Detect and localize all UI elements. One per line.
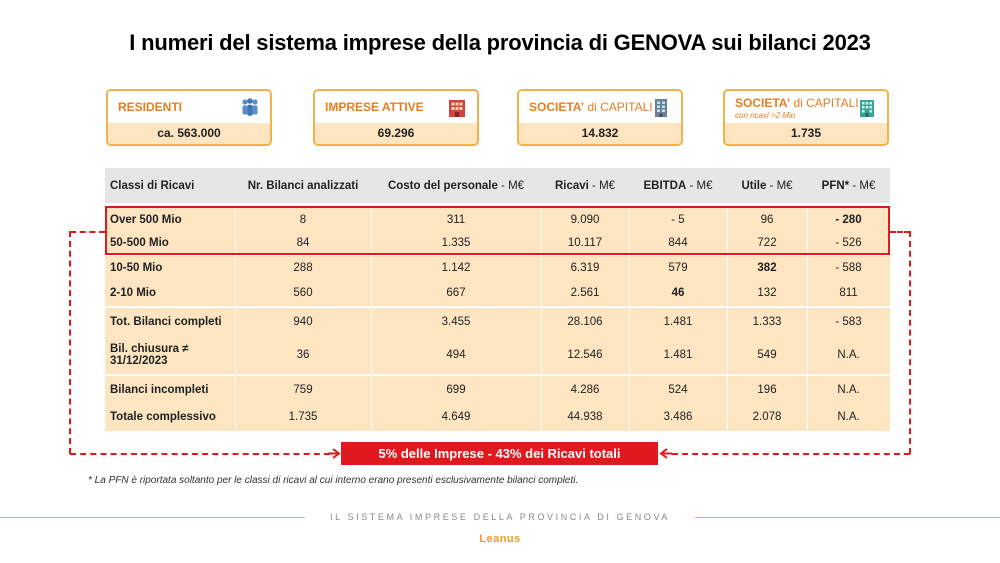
column-separator xyxy=(541,280,542,306)
header-cell: PFN* - M€ xyxy=(821,179,876,192)
table-cell: 288 xyxy=(293,262,313,274)
table-cell: 844 xyxy=(668,236,688,249)
column-separator xyxy=(235,336,236,374)
kpi-card-societa-capitali xyxy=(517,89,683,146)
table-cell: 96 xyxy=(760,213,774,226)
column-separator xyxy=(629,376,630,403)
column-separator xyxy=(235,376,236,403)
highlight-box xyxy=(105,206,890,255)
column-separator xyxy=(371,376,372,403)
row-label: 10-50 Mio xyxy=(110,262,163,274)
table-cell: - 526 xyxy=(835,236,862,249)
column-separator xyxy=(807,256,808,280)
kpi-value: 14.832 xyxy=(517,123,683,146)
dashed-connector-right-bottom xyxy=(672,453,910,455)
table-cell: 3.486 xyxy=(663,411,693,423)
footer-text: IL SISTEMA IMPRESE DELLA PROVINCIA DI GENOVA xyxy=(330,512,670,522)
column-separator xyxy=(371,280,372,306)
column-separator xyxy=(371,403,372,431)
row-label: Totale complessivo xyxy=(110,411,216,423)
table-row xyxy=(105,280,890,306)
people-icon xyxy=(240,97,260,119)
column-separator xyxy=(235,308,236,336)
header-cell: Ricavi - M€ xyxy=(554,179,616,192)
table-cell: 1.481 xyxy=(663,349,693,361)
column-separator xyxy=(807,336,808,374)
row-label: Bil. chiusura ≠ 31/12/2023 xyxy=(110,343,189,367)
table-cell: 46 xyxy=(671,287,685,299)
table-row xyxy=(105,256,890,280)
table-cell: 10.117 xyxy=(567,236,603,249)
column-separator xyxy=(541,308,542,336)
column-separator xyxy=(235,280,236,306)
table-header xyxy=(105,168,890,203)
header-cell: Classi di Ricavi xyxy=(110,179,195,192)
header-cell: EBITDA - M€ xyxy=(643,179,713,192)
table-row xyxy=(105,376,890,403)
table-cell: 1.333 xyxy=(752,316,782,328)
column-separator xyxy=(629,280,630,306)
row-label: Over 500 Mio xyxy=(110,213,182,226)
table-cell: 524 xyxy=(668,383,688,396)
kpi-value: 1.735 xyxy=(723,123,889,146)
table-cell: 699 xyxy=(446,383,466,396)
column-separator xyxy=(727,280,728,306)
header-cell: Nr. Bilanci analizzati xyxy=(247,179,359,192)
table-cell: 1.142 xyxy=(441,262,471,274)
header-cell: Costo del personale - M€ xyxy=(387,179,525,192)
table-cell: - 280 xyxy=(835,213,862,226)
highlight-banner: 5% delle Imprese - 43% dei Ricavi totali xyxy=(341,442,658,465)
kpi-sublabel: con ricavi >2 Mio xyxy=(735,111,796,120)
dashed-connector-right-top xyxy=(890,231,910,233)
dashed-connector-left-top xyxy=(70,231,105,233)
table-cell: - 583 xyxy=(835,316,862,328)
table-cell: 1.481 xyxy=(663,316,693,328)
table-cell: 311 xyxy=(446,213,466,226)
column-separator xyxy=(727,336,728,374)
building-icon xyxy=(651,97,671,119)
table-cell: N.A. xyxy=(837,383,860,396)
kpi-label: IMPRESE ATTIVE xyxy=(325,100,424,114)
column-separator xyxy=(727,403,728,431)
table-cell: 196 xyxy=(757,383,777,396)
table-cell: N.A. xyxy=(837,349,860,361)
row-label: 2-10 Mio xyxy=(110,287,157,299)
column-separator xyxy=(371,256,372,280)
brand-logo: Leanus xyxy=(479,533,521,545)
table-cell: 36 xyxy=(296,349,310,361)
table-cell: 759 xyxy=(293,383,313,396)
table-cell: 1.335 xyxy=(441,236,471,249)
table-cell: N.A. xyxy=(837,411,860,423)
column-separator xyxy=(235,256,236,280)
table-cell: 811 xyxy=(839,287,858,299)
arrow-left-icon xyxy=(659,447,672,460)
kpi-label: SOCIETA’ di CAPITALI xyxy=(529,100,653,114)
row-label: 50-500 Mio xyxy=(110,236,169,249)
column-separator xyxy=(807,403,808,431)
footnote: * La PFN è riportata soltanto per le classi di ricavi al cui interno erano presenti esclusivamente bilanci completi. xyxy=(88,475,579,486)
kpi-label: SOCIETA’ di CAPITALI xyxy=(735,96,859,110)
kpi-card-residenti xyxy=(106,89,272,146)
column-separator xyxy=(371,308,372,336)
table-cell: 2.561 xyxy=(570,287,600,299)
column-separator xyxy=(629,256,630,280)
column-separator xyxy=(235,403,236,431)
table-cell: 4.649 xyxy=(441,411,471,423)
table-cell: 8 xyxy=(299,213,307,226)
table-cell: 3.455 xyxy=(441,316,471,328)
column-separator xyxy=(727,308,728,336)
table-cell: - 5 xyxy=(671,213,685,226)
column-separator xyxy=(727,256,728,280)
column-separator xyxy=(807,280,808,306)
kpi-card-societa-capitali-2mio xyxy=(723,89,889,146)
table-cell: 560 xyxy=(293,287,313,299)
dashed-connector-right xyxy=(909,231,911,454)
column-separator xyxy=(629,336,630,374)
column-separator xyxy=(541,336,542,374)
table-cell: 28.106 xyxy=(567,316,603,328)
column-separator xyxy=(727,376,728,403)
column-separator xyxy=(541,376,542,403)
office-building-icon xyxy=(857,97,877,119)
column-separator xyxy=(629,308,630,336)
table-cell: 382 xyxy=(757,262,777,274)
dashed-connector-left-bottom xyxy=(70,453,330,455)
kpi-value: ca. 563.000 xyxy=(106,123,272,146)
table-cell: 4.286 xyxy=(570,383,600,396)
factory-icon xyxy=(447,97,467,119)
arrow-right-icon xyxy=(328,447,341,460)
table-cell: 12.546 xyxy=(567,349,603,361)
column-separator xyxy=(541,403,542,431)
table-cell: - 588 xyxy=(835,262,862,274)
table-cell: 6.319 xyxy=(570,262,600,274)
table-cell: 1.735 xyxy=(288,411,318,423)
table-cell: 722 xyxy=(757,236,777,249)
table-cell: 9.090 xyxy=(570,213,600,226)
table-cell: 549 xyxy=(757,349,777,361)
table-cell: 667 xyxy=(446,287,466,299)
table-cell: 44.938 xyxy=(567,411,603,423)
kpi-card-imprese-attive xyxy=(313,89,479,146)
column-separator xyxy=(371,336,372,374)
table-cell: 494 xyxy=(446,349,466,361)
kpi-value: 69.296 xyxy=(313,123,479,146)
column-separator xyxy=(807,308,808,336)
table-cell: 2.078 xyxy=(752,411,782,423)
table-cell: 940 xyxy=(293,316,313,328)
table-row xyxy=(105,308,890,336)
table-cell: 132 xyxy=(757,287,777,299)
table-row xyxy=(105,403,890,431)
row-label: Bilanci incompleti xyxy=(110,383,209,396)
column-separator xyxy=(629,403,630,431)
header-cell: Utile - M€ xyxy=(741,179,793,192)
table-row xyxy=(105,336,890,374)
dashed-connector-left xyxy=(69,231,71,454)
column-separator xyxy=(541,256,542,280)
page-title: I numeri del sistema imprese della provincia di GENOVA sui bilanci 2023 xyxy=(129,30,871,55)
table-cell: 84 xyxy=(296,236,310,249)
table-cell: 579 xyxy=(668,262,688,274)
kpi-label: RESIDENTI xyxy=(118,100,183,114)
row-label: Tot. Bilanci completi xyxy=(110,316,222,328)
column-separator xyxy=(807,376,808,403)
